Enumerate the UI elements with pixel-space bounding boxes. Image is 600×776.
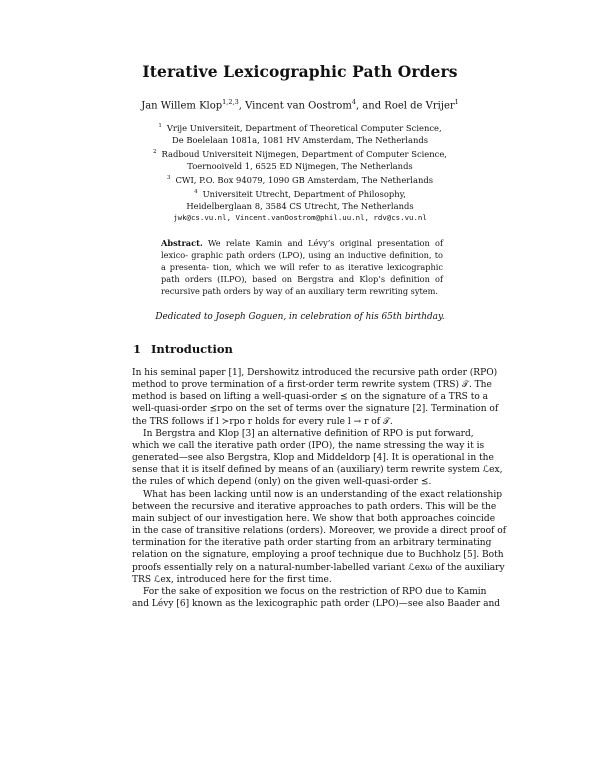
author-name: Jan Willem Klop <box>141 100 223 112</box>
abstract <box>161 237 443 297</box>
body-line: In Bergstra and Klop [3] an alternative definition of RPO is put forward, <box>143 428 474 439</box>
body-line: between the recursive and iterative approaches to path orders. This will be the <box>132 501 497 512</box>
author-affiliation-marks: 4 <box>351 98 356 106</box>
body-line: method to prove termination of a first-order term rewrite system (TRS) 𝒯. The <box>132 380 492 391</box>
author-name: Roel de Vrijer <box>384 100 455 112</box>
body-line: main subject of our investigation here. We show that both approaches coincide <box>132 513 496 524</box>
body-line: generated—see also Bergstra, Klop and Middeldorp [4]. It is operational in the <box>132 453 494 464</box>
body-line: proofs essentially rely on a natural-number-labelled variant ℒexω of the auxiliary <box>132 562 505 573</box>
body-line: the rules of which depend (only) on the given well-quasi-order ⪯. <box>132 477 432 488</box>
affiliation <box>0 120 600 146</box>
section-body <box>132 367 507 610</box>
body-line: relation on the signature, employing a proof technique due to Buchholz [5]. Both <box>132 550 504 561</box>
body-line: sense that it is itself defined by means of an (auxiliary) term rewrite system ℒex, <box>132 465 503 476</box>
body-line: which we call the iterative path order (IPO), the name stressing the way it is <box>132 440 485 451</box>
body-line: the TRS follows if l ≻rpo r holds for every rule l → r of 𝒯. <box>132 416 393 427</box>
author-separator: , <box>238 100 246 112</box>
affiliation-mark: 2 <box>153 148 157 155</box>
body-line: In his seminal paper [1], Dershowitz introduced the recursive path order (RPO) <box>132 368 498 378</box>
body-line: termination for the iterative path order starting from an arbitrary terminating <box>132 538 492 549</box>
body-line: method is based on lifting a well-quasi-order ⪯ on the signature of a TRS to a <box>132 392 489 403</box>
body-line: well-quasi-order ⪯rpo on the set of terms over the signature [2]. Termination of <box>132 404 499 415</box>
dedication: Dedicated to Joseph Goguen, in celebration of his 65th birthday. <box>155 312 445 322</box>
affiliation <box>0 172 600 186</box>
body-line: and Lévy [6] known as the lexicographic path order (LPO)—see also Baader and <box>132 598 501 609</box>
section-title: Introduction <box>151 342 233 356</box>
author-affiliation-marks: 1 <box>454 98 459 106</box>
affiliation <box>0 186 600 212</box>
abstract-text: of an auxiliary term rewriting sytem. <box>284 286 439 296</box>
section-heading <box>133 342 233 356</box>
author-separator: , and <box>355 100 385 112</box>
affiliation-line: Vrije Universiteit, Department of Theoretical Computer Science, <box>166 122 442 133</box>
affiliation-line: Toernooiveld 1, 6525 ED Nijmegen, The Netherlands <box>187 160 413 171</box>
affiliation-mark: 3 <box>166 174 171 181</box>
affiliation-line: De Boelelaan 1081a, 1081 HV Amsterdam, The Netherlands <box>171 134 429 145</box>
body-line: TRS ℒex, introduced here for the first time. <box>132 574 332 585</box>
affiliation-line: Heidelberglaan 8, 3584 CS Utrecht, The Netherlands <box>186 200 414 211</box>
body-line: For the sake of exposition we focus on the restriction of RPO due to Kamin <box>143 586 487 597</box>
author-name: Vincent van Oostrom <box>245 100 352 112</box>
author-list <box>0 98 600 111</box>
paper-title: Iterative Lexicographic Path Orders <box>142 62 458 81</box>
affiliation-list <box>0 120 600 224</box>
affiliation <box>0 146 600 172</box>
author-emails: jwk@cs.vu.nl, Vincent.vanOostrom@phil.uu.nl, rdv@cs.vu.nl <box>173 212 427 222</box>
body-line: What has been lacking until now is an understanding of the exact relationship <box>143 489 503 500</box>
abstract-label: Abstract. <box>161 238 203 248</box>
body-line: in the case of transitive relations (orders). Moreover, we provide a direct proof of <box>132 526 507 537</box>
abstract-text: tion, which we will refer to as iterative lexicographic path orders (ILPO), <box>161 262 443 284</box>
affiliation-mark: 1 <box>158 123 162 129</box>
author-affiliation-marks: 1,2,3 <box>222 98 239 106</box>
affiliation-line: CWI, P.O. Box 94079, 1090 GB Amsterdam, The Netherlands <box>175 174 434 185</box>
abstract-text: We relate Kamin and Lévy’s original presentation of lexico- <box>161 238 443 260</box>
abstract-text: graphic path orders (LPO), using an inductive definition, to a presenta- <box>161 250 443 272</box>
affiliation-line: Universiteit Utrecht, Department of Philosophy, <box>202 188 406 199</box>
affiliation-line: Radboud Universiteit Nijmegen, Department of Computer Science, <box>161 148 447 159</box>
section-number: 1 <box>133 342 142 356</box>
affiliation-mark: 4 <box>194 188 198 195</box>
abstract-text: based on Bergstra and Klop’s definition of recursive path orders by way <box>161 274 444 296</box>
